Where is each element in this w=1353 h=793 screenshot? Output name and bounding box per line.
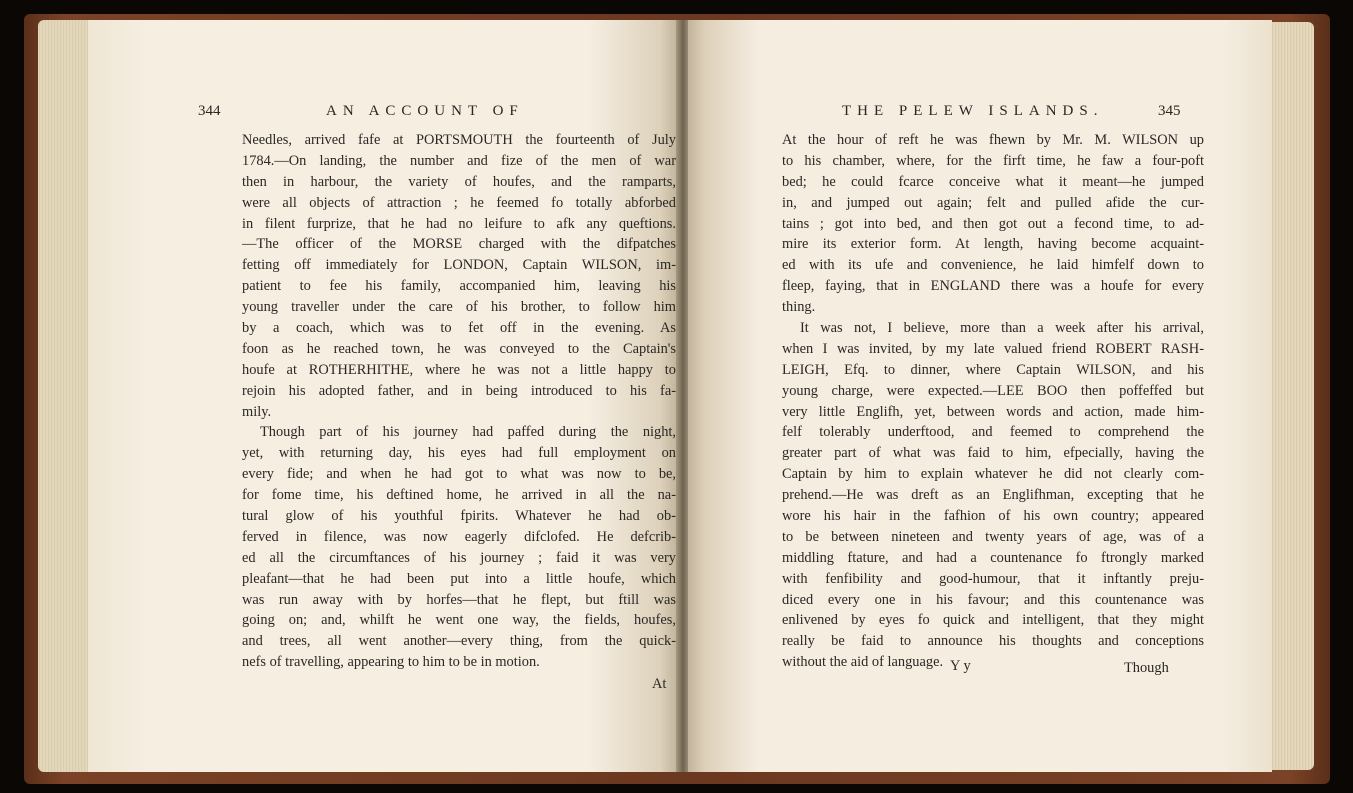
text-line: patient to fee his family, accompanied him, leaving his xyxy=(242,278,676,295)
text-line: LEIGH, Efq. to dinner, where Captain WILSON, and his xyxy=(782,361,1204,378)
text-line: in filent furprize, that he had no leifure to afk any queftions. xyxy=(242,215,676,232)
text-line: tural glow of his youthful fpirits. Whatever he had ob- xyxy=(242,508,676,525)
catchword: At xyxy=(652,676,667,692)
text-line: felf tolerably underftood, and feemed to comprehend the xyxy=(782,424,1204,441)
text-line: greater part of what was faid to him, efpecially, having the xyxy=(782,445,1204,462)
text-line: Though part of his journey had paffed during the night, xyxy=(260,424,676,441)
body-text xyxy=(782,130,1204,673)
text-line: then in harbour, the variety of houfes, and the ramparts, xyxy=(242,173,676,190)
text-line: ferved in filence, was now eagerly difclofed. He defcrib- xyxy=(242,528,676,545)
text-line: young charge, were expected.—LEE BOO then poffeffed but xyxy=(782,382,1204,399)
text-line: —The officer of the MORSE charged with the difpatches xyxy=(242,236,676,253)
text-line: It was not, I believe, more than a week after his arrival, xyxy=(800,320,1204,337)
text-line: nefs of travelling, appearing to him to be in motion. xyxy=(242,654,540,671)
text-line: very little Englifh, yet, between words and action, made him- xyxy=(782,403,1204,420)
page-number: 345 xyxy=(1158,103,1181,119)
catchword: Though xyxy=(1124,660,1169,676)
text-line: ed with its ufe and convenience, he laid himfelf down to xyxy=(782,257,1204,274)
text-line: going on; and, whilft he went one way, the fields, houfes, xyxy=(242,612,676,629)
text-line: with fenfibility and good-humour, that it inftantly preju- xyxy=(782,570,1204,587)
text-line: middling ftature, and had a countenance fo ftrongly marked xyxy=(782,549,1204,566)
text-line: bed; he could fcarce conceive what it meant—he jumped xyxy=(782,173,1204,190)
text-line: to his chamber, where, for the firft time, he faw a four-poft xyxy=(782,152,1204,169)
left-page xyxy=(88,20,678,772)
text-line: At the hour of reft he was fhewn by Mr. M. WILSON up xyxy=(782,132,1204,148)
text-line: was run away with by horfes—that he flept, but ftill was xyxy=(242,591,676,608)
body-text xyxy=(242,130,676,673)
text-line: yet, with returning day, his eyes had full employment on xyxy=(242,445,676,462)
text-line: really be faid to announce his thoughts and conceptions xyxy=(782,633,1204,650)
text-line: rejoin his adopted father, and in being introduced to his fa- xyxy=(242,382,676,399)
text-line: pleafant—that he had been put into a little houfe, which xyxy=(242,570,676,587)
page-edges-left xyxy=(38,20,90,772)
text-line: young traveller under the care of his brother, to follow him xyxy=(242,299,676,316)
text-line: for fome time, his deftined home, he arrived in all the na- xyxy=(242,487,676,504)
text-line: in, and jumped out again; felt and pulled afide the cur- xyxy=(782,194,1204,211)
text-line: by a coach, which was to fet off in the evening. As xyxy=(242,320,676,337)
running-head: THE PELEW ISLANDS. xyxy=(842,103,1104,119)
text-line: when I was invited, by my late valued friend ROBERT RASH- xyxy=(782,340,1204,357)
text-line: fleep, faying, that in ENGLAND there was a houfe for every xyxy=(782,278,1204,295)
text-line: without the aid of language. xyxy=(782,654,944,671)
text-line: enlivened by eyes fo quick and intelligent, that they might xyxy=(782,612,1204,629)
text-line: Captain by him to explain whatever he did not clearly com- xyxy=(782,466,1204,483)
text-line: prehend.—He was dreft as an Englifhman, excepting that he xyxy=(782,487,1204,504)
text-line: Needles, arrived fafe at PORTSMOUTH the fourteenth of July xyxy=(242,132,676,148)
right-page xyxy=(688,20,1272,772)
text-line: diced every one in his favour; and this countenance was xyxy=(782,591,1204,608)
text-line: wore his hair in the fafhion of his own country; appeared xyxy=(782,508,1204,525)
text-line: to be between nineteen and twenty years of age, was of a xyxy=(782,528,1204,545)
page-edges-right xyxy=(1268,22,1314,770)
text-line: mire its exterior form. At length, having become acquaint- xyxy=(782,236,1204,253)
text-line: every fide; and when he had got to what was now to be, xyxy=(242,466,676,483)
text-line: tains ; got into bed, and then got out a fecond time, to ad- xyxy=(782,215,1204,232)
running-head: AN ACCOUNT OF xyxy=(326,103,524,119)
signature-mark: Y y xyxy=(950,658,971,674)
text-line: fetting off immediately for LONDON, Captain WILSON, im- xyxy=(242,257,676,274)
text-line: mily. xyxy=(242,403,272,420)
page-number: 344 xyxy=(198,103,221,119)
text-line: 1784.—On landing, the number and fize of the men of war xyxy=(242,152,676,169)
text-line: ed all the circumftances of his journey ; faid it was very xyxy=(242,549,676,566)
text-line: were all objects of attraction ; he feemed fo totally abforbed xyxy=(242,194,676,211)
text-line: and trees, all went another—every thing, from the quick- xyxy=(242,633,676,650)
text-line: houfe at ROTHERHITHE, where he was not a little happy to xyxy=(242,361,676,378)
text-line: foon as he reached town, he was conveyed to the Captain's xyxy=(242,340,676,357)
text-line: thing. xyxy=(782,299,816,316)
